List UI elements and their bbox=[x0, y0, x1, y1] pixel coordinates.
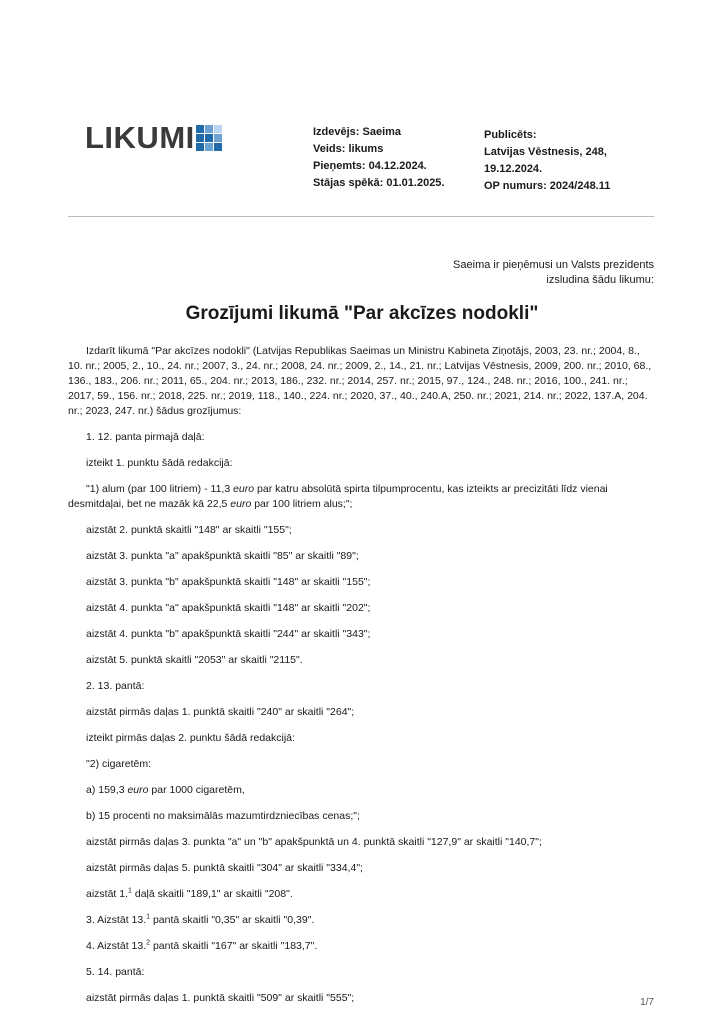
paragraph: aizstāt 2. punktā skaitli "148" ar skaitli "155"; bbox=[86, 524, 292, 536]
page-number: 1/7 bbox=[640, 997, 654, 1008]
text-run: 3. Aizstāt 13. bbox=[86, 914, 147, 926]
text-run: 4. Aizstāt 13. bbox=[86, 940, 147, 952]
text-run: a) 159,3 bbox=[86, 784, 128, 796]
text-run: daļā skaitli "189,1" ar skaitli "208". bbox=[131, 888, 293, 900]
text-run: par 100 litriem alus;"; bbox=[251, 498, 353, 510]
paragraph bbox=[68, 482, 654, 512]
italic-run: euro bbox=[127, 784, 149, 796]
paragraph: b) 15 procenti no maksimālās mazumtirdzniecības cenas;"; bbox=[86, 810, 360, 822]
paragraph: 1. 12. panta pirmajā daļā: bbox=[86, 431, 205, 443]
superscript: 1 bbox=[146, 913, 151, 921]
op-number: OP numurs: 2024/248.11 bbox=[484, 180, 611, 192]
italic-run: euro bbox=[233, 483, 255, 495]
text-run: par katru absolūtā spirta tilpumprocentu, kas izteikts ar precizitāti līdz vienai desmitdaļai, bet ne mazāk kā 22,5 bbox=[68, 483, 608, 510]
paragraph: aizstāt 5. punktā skaitli "2053" ar skaitli "2115". bbox=[86, 654, 303, 666]
paragraph: aizstāt 3. punkta "a" apakšpunktā skaitli "85" ar skaitli "89"; bbox=[86, 550, 359, 562]
logo-text: LIKUMI bbox=[85, 120, 195, 155]
superscript: 2 bbox=[146, 939, 151, 947]
law-title: Grozījumi likumā "Par akcīzes nodokli" bbox=[185, 303, 539, 324]
paragraph: "2) cigaretēm: bbox=[86, 758, 151, 770]
paragraph bbox=[68, 783, 654, 798]
likumi-logo bbox=[85, 122, 222, 153]
adopted-date: Pieņemts: 04.12.2024. bbox=[313, 160, 427, 172]
text-run: pantā skaitli "167" ar skaitli "183,7". bbox=[150, 940, 318, 952]
document-meta-left bbox=[313, 124, 444, 192]
paragraph: 5. 14. pantā: bbox=[86, 966, 145, 978]
law-body bbox=[68, 344, 654, 1017]
paragraph bbox=[68, 913, 654, 928]
paragraph: aizstāt pirmās daļas 1. punktā skaitli "240" ar skaitli "264"; bbox=[86, 706, 355, 718]
paragraph bbox=[68, 887, 654, 902]
text-run: aizstāt 1. bbox=[86, 888, 129, 900]
paragraph: aizstāt 4. punkta "a" apakšpunktā skaitli "148" ar skaitli "202"; bbox=[86, 602, 371, 614]
paragraph: Izdarīt likumā "Par akcīzes nodokli" (Latvijas Republikas Saeimas un Ministru Kabineta Ziņotājs, 2003, 23. nr.; 2004, 8., 10. nr.; 2005, 2., 10., 24. nr.; 2007, 3., 24. nr.; 2008, 24. nr.; 2009, 2., 14., 21. nr.; Latvijas Vēstnesis, 2009, 200. nr.; 2010, 68., 136., 183., 206. nr.; 2011, 65., 204. nr.; 2013, 186., 232. nr.; 2014, 257. nr.; 2015, 97., 124., 248. nr.; 2016, 100., 241. nr.; 2017, 59., 156. nr.; 2018, 225. nr.; 2019, 118., 140., 224. nr.; 2020, 37., 40., 240.A, 250. nr.; 2021, 214. nr.; 2022, 137.A, 204. nr.; 2023, 247. nr.) šādus grozījumus: bbox=[68, 345, 652, 417]
document-meta-right bbox=[484, 127, 644, 195]
in-force-date: Stājas spēkā: 01.01.2025. bbox=[313, 177, 445, 189]
paragraph: aizstāt pirmās daļas 3. punkta "a" un "b" apakšpunktā un 4. punktā skaitli "127,9" ar skaitli "140,7"; bbox=[86, 836, 542, 848]
published-value: Latvijas Vēstnesis, 248, 19.12.2024. bbox=[484, 146, 607, 175]
paragraph: 2. 13. pantā: bbox=[86, 680, 145, 692]
paragraph: aizstāt 3. punkta "b" apakšpunktā skaitli "148" ar skaitli "155"; bbox=[86, 576, 371, 588]
text-run: par 1000 cigaretēm, bbox=[148, 784, 245, 796]
document-type: Veids: likums bbox=[313, 143, 384, 155]
enactment-formula: Saeima ir pieņēmusi un Valsts prezidents izsludina šādu likumu: bbox=[453, 259, 654, 286]
text-run: pantā skaitli "0,35" ar skaitli "0,39". bbox=[150, 914, 315, 926]
superscript: 1 bbox=[128, 887, 132, 895]
published-label: Publicēts: bbox=[484, 129, 537, 141]
header-divider bbox=[68, 216, 654, 217]
italic-run: euro bbox=[230, 498, 252, 510]
issuer: Izdevējs: Saeima bbox=[313, 126, 402, 138]
paragraph bbox=[68, 939, 654, 954]
paragraph: aizstāt pirmās daļas 5. punktā skaitli "304" ar skaitli "334,4"; bbox=[86, 862, 363, 874]
paragraph: aizstāt 4. punkta "b" apakšpunktā skaitli "244" ar skaitli "343"; bbox=[86, 628, 371, 640]
text-run: "1) alum (par 100 litriem) - 11,3 bbox=[86, 483, 234, 495]
paragraph: izteikt pirmās daļas 2. punktu šādā redakcijā: bbox=[86, 732, 295, 744]
logo-grid-icon bbox=[196, 125, 222, 151]
paragraph: aizstāt pirmās daļas 1. punktā skaitli "509" ar skaitli "555"; bbox=[86, 992, 355, 1004]
paragraph: izteikt 1. punktu šādā redakcijā: bbox=[86, 457, 233, 469]
